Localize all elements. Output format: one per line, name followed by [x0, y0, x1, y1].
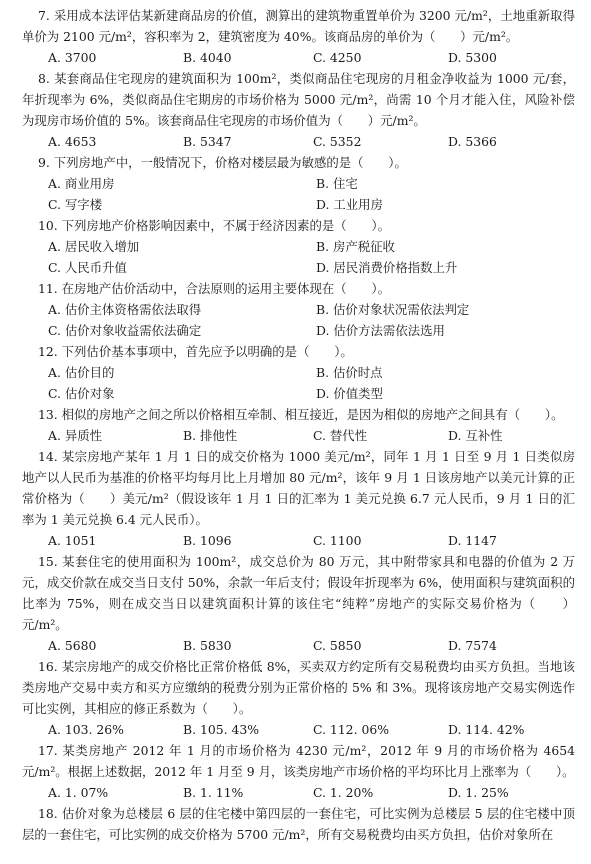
question-9	[22, 152, 575, 215]
option-a: A. 1. 07%	[48, 785, 109, 800]
question-stem: 15. 某套住宅的使用面积为 100m²，成交总价为 80 万元，其中附带家具和电器的价值为 2 万元，成交价款在成交当日支付 50%，余款一年后支付；假设年折现率为 6%，使用面积与建筑面积的比率为 75%，则在成交当日以建筑面积计算的该住宅“纯粹”房地产的实际交易价格为（ ）元/m²。	[22, 554, 575, 632]
question-stem: 7. 采用成本法评估某新建商品房的价值，测算出的建筑物重置单价为 3200 元/m²，土地重新取得单价为 2100 元/m²，容积率为 2，建筑密度为 40%。该商品房的单价为（ ）元/m²。	[22, 8, 575, 44]
option-d: D. 5366	[448, 134, 497, 149]
question-8	[22, 68, 575, 152]
question-14	[22, 446, 575, 551]
option-a: A. 3700	[48, 50, 97, 65]
question-stem: 11. 在房地产估价活动中，合法原则的运用主要体现在（ ）。	[38, 281, 390, 296]
option-b: B. 5347	[183, 134, 232, 149]
option-d: D. 工业用房	[316, 197, 383, 212]
option-c: C. 5352	[313, 134, 362, 149]
question-10	[22, 215, 575, 278]
option-b: B. 5830	[183, 638, 232, 653]
option-b: B. 1. 11%	[183, 785, 244, 800]
option-list	[22, 47, 575, 68]
option-d: D. 估价方法需依法选用	[316, 323, 445, 338]
option-a: A. 5680	[48, 638, 97, 653]
option-list	[22, 782, 575, 803]
option-c: C. 1100	[313, 533, 362, 548]
option-b: B. 估价时点	[316, 365, 383, 380]
option-a: A. 估价主体资格需依法取得	[48, 302, 202, 317]
option-c: C. 估价对象收益需依法确定	[48, 323, 202, 338]
question-stem: 13. 相似的房地产之间之所以价格相互牵制、相互接近，是因为相似的房地产之间具有（ ）。	[38, 407, 564, 422]
option-list	[22, 299, 575, 341]
option-b: B. 估价对象状况需依法判定	[316, 302, 470, 317]
option-list	[22, 425, 575, 446]
question-stem: 18. 估价对象为总楼层 6 层的住宅楼中第四层的一套住宅，可比实例为总楼层 5 层的住宅楼中顶层的一套住宅，可比实例的成交价格为 5700 元/m²，所有交易税费均由买方负担，估价对象所在	[22, 806, 575, 842]
question-stem: 8. 某套商品住宅现房的建筑面积为 100m²，类似商品住宅现房的月租金净收益为 1000 元/套，年折现率为 6%，类似商品住宅期房的市场价格为 5000 元/m²，尚需 10 个月才能入住，风险补偿为现房市场价值的 5%。该套商品住宅现房的市场价值为（ ）元/m²。	[22, 71, 575, 128]
question-stem: 12. 下列估价基本事项中，首先应予以明确的是（ ）。	[38, 344, 353, 359]
option-a: A. 103. 26%	[48, 722, 124, 737]
option-c: C. 4250	[313, 50, 362, 65]
option-list	[22, 530, 575, 551]
option-d: D. 114. 42%	[448, 722, 525, 737]
option-list	[22, 173, 575, 215]
option-c: C. 写字楼	[48, 197, 103, 212]
question-12	[22, 341, 575, 404]
option-a: A. 4653	[48, 134, 97, 149]
option-c: C. 112. 06%	[313, 722, 389, 737]
question-stem: 17. 某类房地产 2012 年 1 月的市场价格为 4230 元/m²，2012 年 9 月的市场价格为 4654 元/m²。根据上述数据，2012 年 1 月至 9 月，该类房地产市场价格的平均环比月上涨率为（ ）。	[22, 743, 575, 779]
option-list	[22, 635, 575, 656]
option-b: B. 排他性	[183, 428, 238, 443]
question-stem: 10. 下列房地产价格影响因素中，不属于经济因素的是（ ）。	[38, 218, 390, 233]
option-b: B. 1096	[183, 533, 232, 548]
option-d: D. 居民消费价格指数上升	[316, 260, 458, 275]
option-d: D. 互补性	[448, 428, 503, 443]
question-11	[22, 278, 575, 341]
option-a: A. 1051	[48, 533, 97, 548]
option-c: C. 替代性	[313, 428, 368, 443]
question-18	[22, 803, 575, 845]
option-d: D. 7574	[448, 638, 497, 653]
option-b: B. 4040	[183, 50, 232, 65]
option-list	[22, 719, 575, 740]
option-list	[22, 362, 575, 404]
question-13	[22, 404, 575, 446]
question-stem: 16. 某宗房地产的成交价格比正常价格低 8%，买卖双方约定所有交易税费均由买方负担。当地该类房地产交易中卖方和买方应缴纳的税费分别为正常价格的 5% 和 3%。现将该房地产交易实例选作可比实例，其相应的修正系数为（ ）。	[22, 659, 575, 716]
question-15	[22, 551, 575, 656]
question-stem: 9. 下列房地产中，一般情况下，价格对楼层最为敏感的是（ ）。	[38, 155, 407, 170]
option-d: D. 价值类型	[316, 386, 383, 401]
option-c: C. 1. 20%	[313, 785, 374, 800]
option-a: A. 估价目的	[48, 365, 115, 380]
question-7	[22, 5, 575, 68]
option-c: C. 5850	[313, 638, 362, 653]
option-a: A. 居民收入增加	[48, 239, 140, 254]
option-list	[22, 131, 575, 152]
question-17	[22, 740, 575, 803]
option-a: A. 商业用房	[48, 176, 115, 191]
option-c: C. 人民币升值	[48, 260, 127, 275]
question-stem: 14. 某宗房地产某年 1 月 1 日的成交价格为 1000 美元/m²，同年 1 月 1 日至 9 月 1 日类似房地产以人民币为基准的价格平均每月比上月增加 80 元/m²，该年 9 月 1 日该房地产以美元计算的正常价格为（ ）美元/m²（假设该年 1 月 1 日的汇率为 1 美元兑换 6.7 元人民币，9 月 1 日的汇率为 1 美元兑换 6.4 元人民币）。	[22, 449, 575, 527]
question-16	[22, 656, 575, 740]
option-d: D. 1. 25%	[448, 785, 509, 800]
option-d: D. 5300	[448, 50, 497, 65]
option-b: B. 住宅	[316, 176, 358, 191]
option-list	[22, 236, 575, 278]
option-d: D. 1147	[448, 533, 497, 548]
option-b: B. 105. 43%	[183, 722, 260, 737]
option-c: C. 估价对象	[48, 386, 115, 401]
option-a: A. 异质性	[48, 428, 102, 443]
option-b: B. 房产税征收	[316, 239, 395, 254]
